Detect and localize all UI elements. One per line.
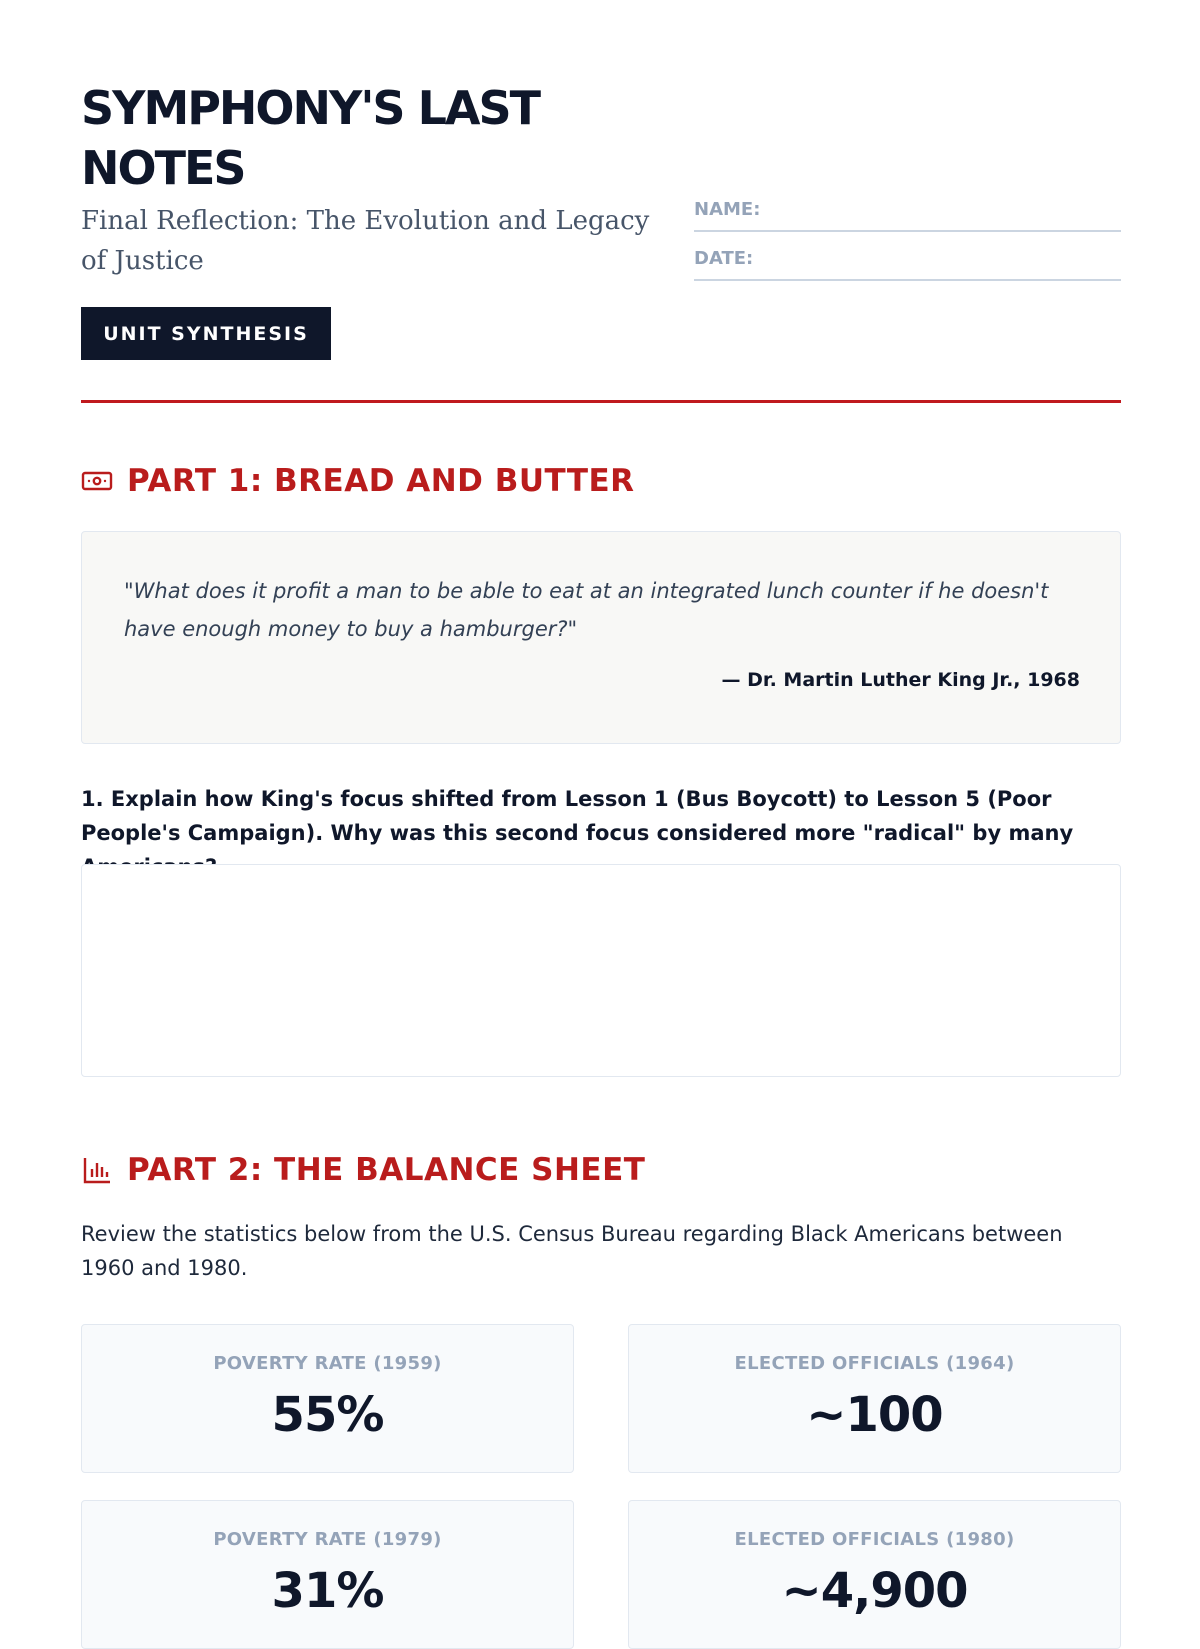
answer-box-1[interactable] (81, 864, 1121, 1077)
quote-attribution: — Dr. Martin Luther King Jr., 1968 (721, 669, 1080, 691)
stat-card (628, 1500, 1121, 1649)
date-label: DATE: (694, 248, 754, 269)
stat-card (81, 1324, 574, 1473)
question-1: 1. Explain how King's focus shifted from Lesson 1 (Bus Boycott) to Lesson 5 (Poor People's Campaign). Why was this second focus considered more "radical" by many (81, 787, 1074, 845)
quote-text: "What does it profit a man to be able to eat at an integrated lunch counter if he doesn't have enough money to buy a hamburger?" (124, 579, 1049, 641)
money-bill-icon (81, 465, 113, 497)
worksheet-page (81, 0, 1121, 1619)
stat-card (81, 1500, 574, 1649)
stat-label: POVERTY RATE (1979) (213, 1529, 442, 1550)
student-fields (694, 196, 1121, 294)
part1-heading-label: PART 1: BREAD AND BUTTER (127, 463, 635, 499)
stat-value: ~4,900 (781, 1563, 968, 1619)
part2-heading-label: PART 2: THE BALANCE SHEET (127, 1152, 646, 1188)
name-field[interactable] (694, 196, 1121, 232)
header-divider (81, 400, 1121, 403)
stat-value: 31% (271, 1563, 384, 1619)
page-title: SYMPHONY'S LAST NOTES (81, 81, 539, 195)
stat-label: POVERTY RATE (1959) (213, 1353, 442, 1374)
bar-chart-icon (81, 1154, 113, 1186)
part1-heading (81, 457, 1121, 505)
stat-card (628, 1324, 1121, 1473)
stat-value: ~100 (806, 1387, 943, 1443)
worksheet-header (81, 0, 1121, 404)
date-field[interactable] (694, 245, 1121, 281)
quote-card (81, 531, 1121, 744)
name-label: NAME: (694, 199, 761, 220)
part2-intro: Review the statistics below from the U.S. Census Bureau regarding Black Americans between 1960 and 1980. (81, 1222, 1063, 1280)
unit-badge: UNIT SYNTHESIS (81, 307, 331, 360)
page-subtitle: Final Reflection: The Evolution and Legacy of Justice (81, 206, 650, 276)
part2-heading (81, 1146, 1121, 1194)
stat-value: 55% (271, 1387, 384, 1443)
stat-label: ELECTED OFFICIALS (1980) (734, 1529, 1015, 1550)
stat-label: ELECTED OFFICIALS (1964) (734, 1353, 1015, 1374)
